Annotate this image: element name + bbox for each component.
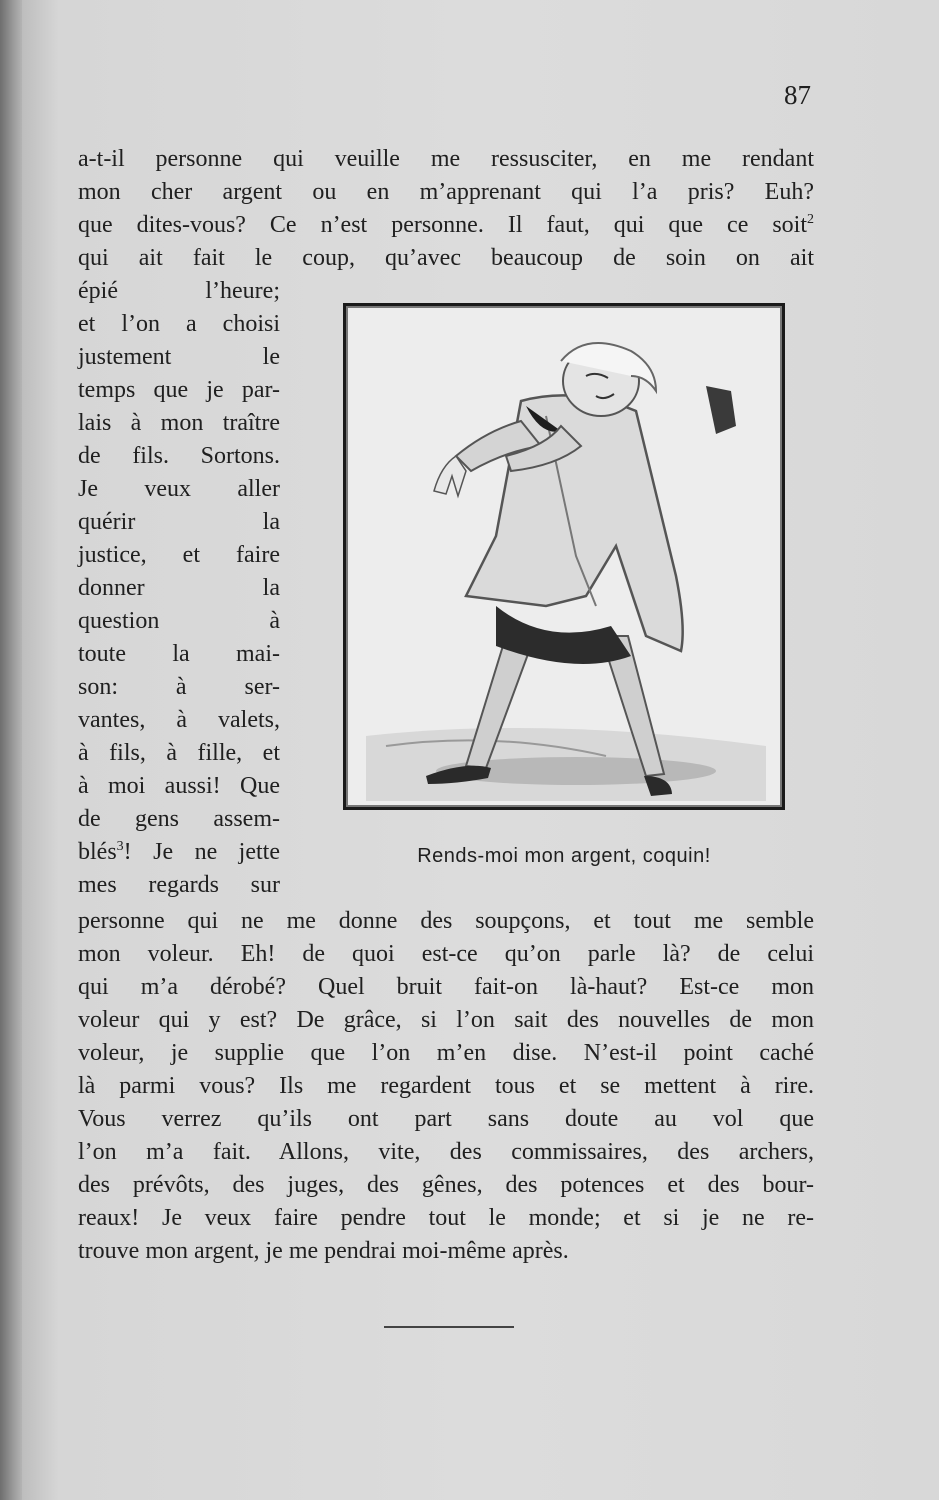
text-line: mon cher argent ou en m’apprenant qui l’a pris? Euh?: [78, 179, 814, 205]
text-line: lais à mon traître: [78, 410, 280, 436]
text-line: trouve mon argent, je me pendrai moi-même après.: [78, 1238, 569, 1264]
text-line: là parmi vous? Ils me regardent tous et se mettent à rire.: [78, 1073, 814, 1099]
text-line-part: ! Je ne jette: [123, 839, 280, 865]
text-line: voleur, je supplie que l’on m’en dise. N’est-il point caché: [78, 1040, 814, 1066]
text-line: de gens assem-: [78, 806, 280, 832]
footnote-mark: 2: [807, 212, 814, 227]
text-line: qui m’a dérobé? Quel bruit fait-on là-haut? Est-ce mon: [78, 974, 814, 1000]
text-line: personne qui ne me donne des soupçons, et tout me semble: [78, 908, 814, 934]
text-line: temps que je par-: [78, 377, 280, 403]
text-line: l’on m’a fait. Allons, vite, des commissaires, des archers,: [78, 1139, 814, 1165]
text-line: des prévôts, des juges, des gênes, des potences et des bour-: [78, 1172, 814, 1198]
text-line: justice, et faire: [78, 542, 280, 568]
text-line: quérir la: [78, 509, 280, 535]
text-line: question à: [78, 608, 280, 634]
text-line: à moi aussi! Que: [78, 773, 280, 799]
text-line: son: à ser-: [78, 674, 280, 700]
text-line: et l’on a choisi: [78, 311, 280, 337]
footnote-mark: 3: [116, 839, 124, 854]
section-rule: [384, 1326, 514, 1328]
text-line: Vous verrez qu’ils ont part sans doute au vol que: [78, 1106, 814, 1132]
text-line-part: que dites-vous? Ce n’est personne. Il faut, qui que ce soit: [78, 212, 807, 238]
illustration-caption: Rends-moi mon argent, coquin!: [417, 845, 711, 867]
text-line: de fils. Sortons.: [78, 443, 280, 469]
illustration: [343, 303, 785, 810]
illustration-drawing: [346, 306, 782, 807]
text-line: justement le: [78, 344, 280, 370]
text-line: mes regards sur: [78, 872, 280, 898]
text-line: donner la: [78, 575, 280, 601]
text-line: reaux! Je veux faire pendre tout le monde; et si je ne re-: [78, 1205, 814, 1231]
text-line: à fils, à fille, et: [78, 740, 280, 766]
book-binding: [0, 0, 22, 1500]
text-line: qui ait fait le coup, qu’avec beaucoup de soin on ait: [78, 245, 814, 271]
text-line: Je veux aller: [78, 476, 280, 502]
text-line: [78, 837, 280, 867]
text-line: mon voleur. Eh! de quoi est-ce qu’on parle là? de celui: [78, 941, 814, 967]
text-line: toute la mai-: [78, 641, 280, 667]
page-number: 87: [784, 80, 811, 110]
text-line: vantes, à valets,: [78, 707, 280, 733]
text-line: voleur qui y est? De grâce, si l’on sait des nouvelles de mon: [78, 1007, 814, 1033]
text-line-part: blés: [78, 839, 117, 865]
text-line: épié l’heure;: [78, 278, 280, 304]
text-line: a-t-il personne qui veuille me ressusciter, en me rendant: [78, 146, 814, 172]
text-line: [78, 210, 814, 240]
